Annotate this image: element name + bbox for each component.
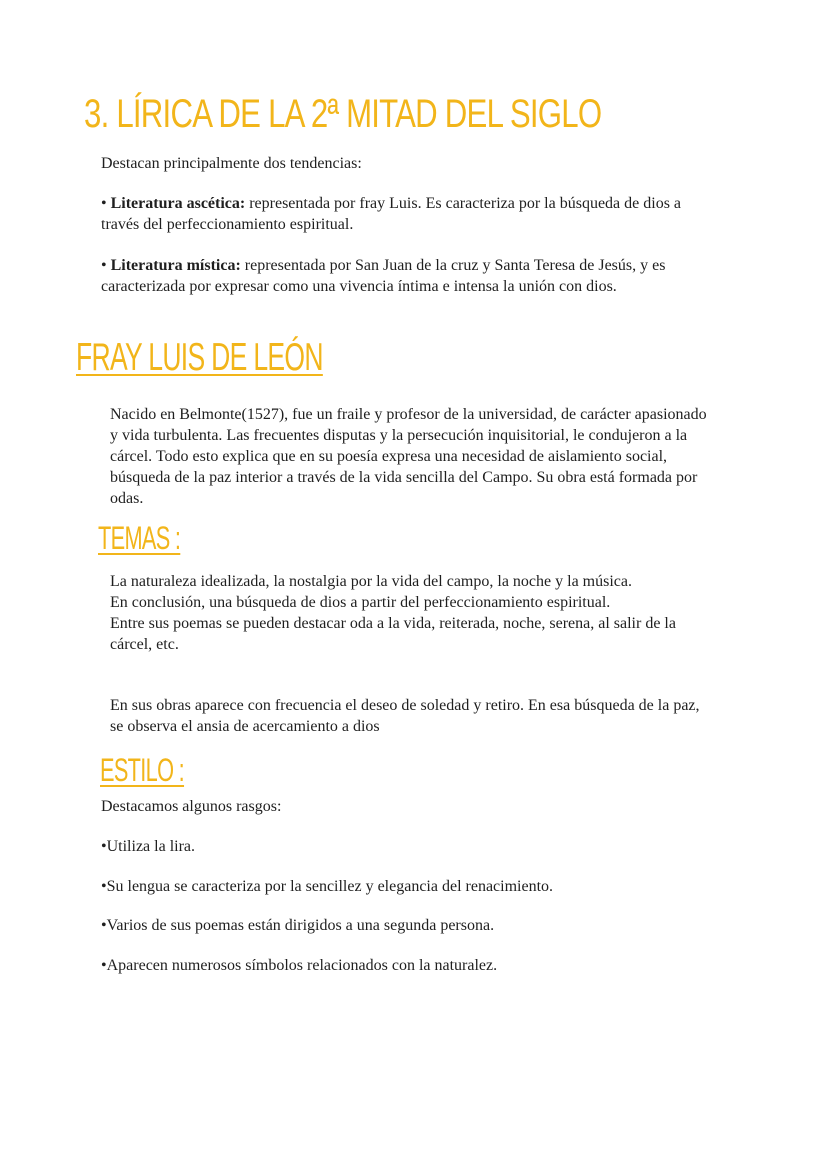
fray-luis-heading: FRAY LUIS DE LEÓN [76,336,323,379]
fray-luis-bio: Nacido en Belmonte(1527), fue un fraile y profesor de la universidad, de carácter apasionado y vida turbulenta. Las frecuentes disputas y la persecución inquisitorial, le condujeron a la cárcel. Todo esto explica que en su poesía expresa una necesidad de aislamiento social, búsqueda de la paz interior a través de la vida sencilla del Campo. Su obra está formada por odas. [110,406,707,507]
bullet: • [101,257,111,274]
tendency-mysticism [101,255,721,297]
term-mysticism: Literatura mística: [110,257,241,274]
estilo-item: •Su lengua se caracteriza por la sencillez y elegancia del renacimiento. [101,878,554,895]
estilo-heading: ESTILO : [100,752,185,788]
intro-text: Destacan principalmente dos tendencias: [101,155,362,172]
estilo-intro: Destacamos algunos rasgos: [101,798,282,815]
tendency-asceticism-text: representada por fray Luis. Es caracteriza por la búsqueda de dios a través del perfeccionamiento espiritual. [101,195,682,233]
temas-line: En conclusión, una búsqueda de dios a partir del perfeccionamiento espiritual. [110,594,611,611]
tendency-mysticism-text: representada por San Juan de la cruz y Santa Teresa de Jesús, y es caracterizada por expresar como una vivencia íntima e intensa la unión con dios. [101,257,666,295]
section-title: 3. LÍRICA DE LA 2ª MITAD DEL SIGLO [84,92,602,136]
bullet: • [101,195,111,212]
temas-line: Entre sus poemas se pueden destacar oda a la vida, reiterada, noche, serena, al salir de la cárcel, etc. [110,615,676,653]
tendency-asceticism [101,193,721,235]
term-asceticism: Literatura ascética: [110,195,246,212]
temas-paragraph [110,571,710,655]
temas-heading: TEMAS : [98,520,181,556]
temas-line: La naturaleza idealizada, la nostalgia por la vida del campo, la noche y la música. [110,573,632,590]
temas-paragraph-2: En sus obras aparece con frecuencia el deseo de soledad y retiro. En esa búsqueda de la paz, se observa el ansia de acercamiento a dios [110,697,700,735]
estilo-item: •Varios de sus poemas están dirigidos a una segunda persona. [101,917,495,934]
estilo-item: •Aparecen numerosos símbolos relacionados con la naturalez. [101,957,498,974]
estilo-item: •Utiliza la lira. [101,838,196,855]
